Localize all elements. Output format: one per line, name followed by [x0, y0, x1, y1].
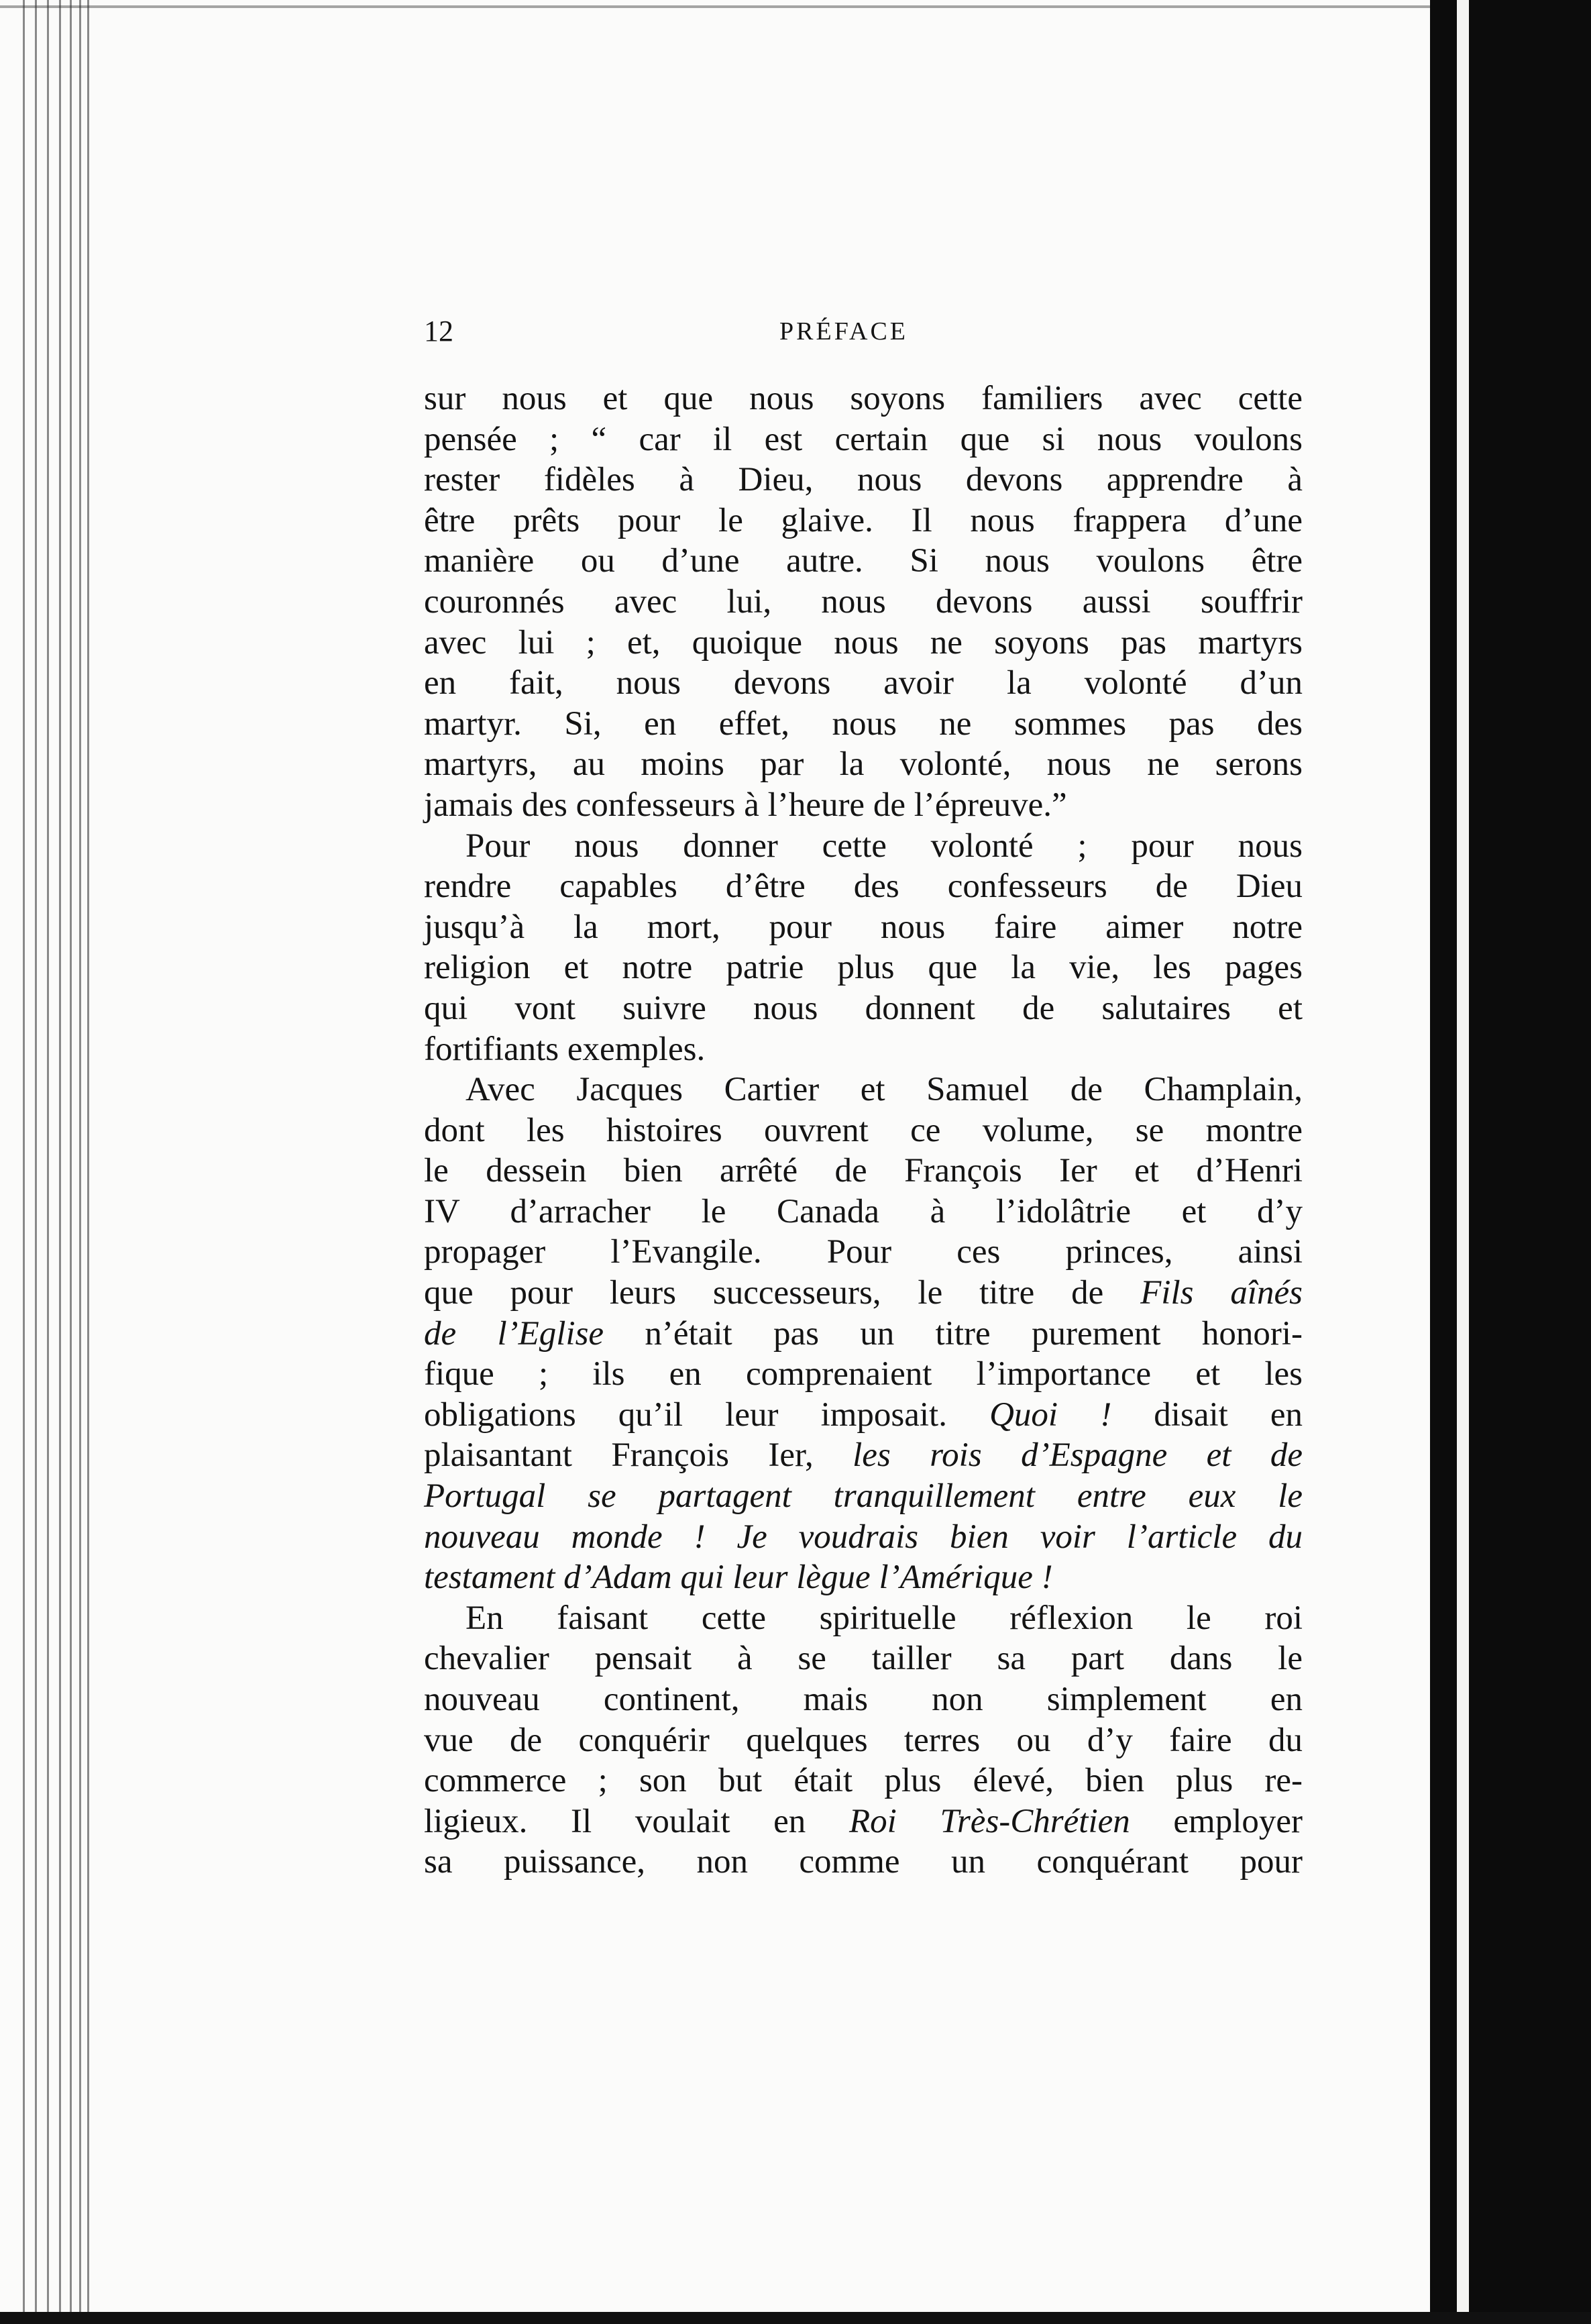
text-line	[424, 1435, 1303, 1476]
text-line: Avec Jacques Cartier et Samuel de Champlain,	[465, 1071, 1303, 1109]
text-line: en fait, nous devons avoir la volonté d’un	[424, 664, 1303, 702]
text-line: être prêts pour le glaive. Il nous frappera d’une	[424, 501, 1303, 539]
text-line: nouveau continent, mais non simplement en	[424, 1681, 1303, 1718]
running-head	[424, 314, 1303, 361]
text-line: religion et notre patrie plus que la vie, les pages	[424, 949, 1303, 987]
text-line: vue de conquérir quelques terres ou d’y faire du	[424, 1721, 1303, 1759]
text-line	[424, 1801, 1303, 1842]
italic-phrase: testament d’Adam qui leur lègue l’Amérique !	[424, 1559, 1053, 1597]
text-line: manière ou d’une autre. Si nous voulons être	[424, 542, 1303, 580]
text-line: rester fidèles à Dieu, nous devons apprendre à	[424, 461, 1303, 499]
text-line: sa puissance, non comme un conquérant pour	[424, 1843, 1303, 1881]
text-line: commerce ; son but était plus élevé, bien plus re-	[424, 1762, 1303, 1800]
text-line: jusqu’à la mort, pour nous faire aimer notre	[424, 908, 1303, 946]
text-line: qui vont suivre nous donnent de salutaires et	[424, 989, 1303, 1027]
page-edge-line	[23, 0, 25, 2324]
binding-gap	[1457, 0, 1469, 2324]
italic-phrase: de l’Eglise	[424, 1314, 604, 1353]
text-line: dont les histoires ouvrent ce volume, se montre	[424, 1111, 1303, 1149]
bottom-edge	[0, 2312, 1591, 2324]
page-number: 12	[424, 315, 453, 348]
italic-phrase: les rois d’Espagne et de	[853, 1436, 1303, 1475]
italic-phrase: nouveau monde ! Je voudrais bien voir l’article du	[424, 1518, 1303, 1556]
text-line: le dessein bien arrêté de François Ier et d’Henri	[424, 1152, 1303, 1190]
text-line	[424, 1395, 1303, 1436]
text-segment: employer	[1173, 1802, 1303, 1840]
page-edge-line	[79, 0, 81, 2324]
text-line: jamais des confesseurs à l’heure de l’épreuve.”	[424, 786, 1067, 824]
text-segment: plaisantant François Ier,	[424, 1436, 814, 1475]
text-line: fortifiants exemples.	[424, 1030, 706, 1068]
book-binding-border	[1430, 0, 1591, 2324]
text-line: propager l’Evangile. Pour ces princes, ainsi	[424, 1233, 1303, 1271]
text-line: chevalier pensait à se tailler sa part dans le	[424, 1640, 1303, 1678]
text-line	[424, 1517, 1303, 1558]
body-text	[424, 378, 1303, 1883]
page-edge-line	[35, 0, 37, 2324]
page-edge-line	[70, 0, 72, 2324]
text-line	[424, 1314, 1303, 1355]
text-segment: disait en	[1154, 1395, 1303, 1434]
text-line: rendre capables d’être des confesseurs de Dieu	[424, 867, 1303, 906]
text-line: couronnés avec lui, nous devons aussi souffrir	[424, 582, 1303, 621]
text-line: pensée ; “ car il est certain que si nous voulons	[424, 420, 1303, 458]
text-line	[424, 1476, 1303, 1517]
text-segment: ligieux. Il voulait en	[424, 1802, 806, 1840]
italic-phrase: Quoi !	[989, 1395, 1112, 1434]
running-title: PRÉFACE	[779, 317, 909, 346]
italic-phrase: Roi Très-Chrétien	[848, 1802, 1130, 1840]
text-line: sur nous et que nous soyons familiers avec cette	[424, 380, 1303, 417]
text-line: En faisant cette spirituelle réflexion le roi	[465, 1599, 1303, 1637]
text-line: Pour nous donner cette volonté ; pour nous	[465, 827, 1303, 865]
page-content	[424, 314, 1303, 1883]
text-line: martyrs, au moins par la volonté, nous ne serons	[424, 745, 1303, 784]
page-edge-line	[59, 0, 61, 2324]
text-segment: obligations qu’il leur imposait.	[424, 1395, 947, 1434]
italic-phrase: Fils aînés	[1140, 1274, 1303, 1312]
text-line: fique ; ils en comprenaient l’importance et les	[424, 1355, 1303, 1393]
text-segment: n’était pas un titre purement honori-	[645, 1314, 1303, 1353]
page-edges	[0, 0, 94, 2324]
page-edge-line	[47, 0, 49, 2324]
italic-phrase: Portugal se partagent tranquillement entre eux le	[424, 1477, 1303, 1516]
text-segment: que pour leurs successeurs, le titre de	[424, 1274, 1104, 1312]
text-line	[424, 1273, 1303, 1314]
text-line: avec lui ; et, quoique nous ne soyons pas martyrs	[424, 623, 1303, 662]
page-edge-line	[87, 0, 89, 2324]
text-line	[424, 1557, 1303, 1598]
text-line: IV d’arracher le Canada à l’idolâtrie et d’y	[424, 1192, 1303, 1230]
top-edge-line	[0, 5, 1435, 8]
text-line: martyr. Si, en effet, nous ne sommes pas des	[424, 704, 1303, 743]
